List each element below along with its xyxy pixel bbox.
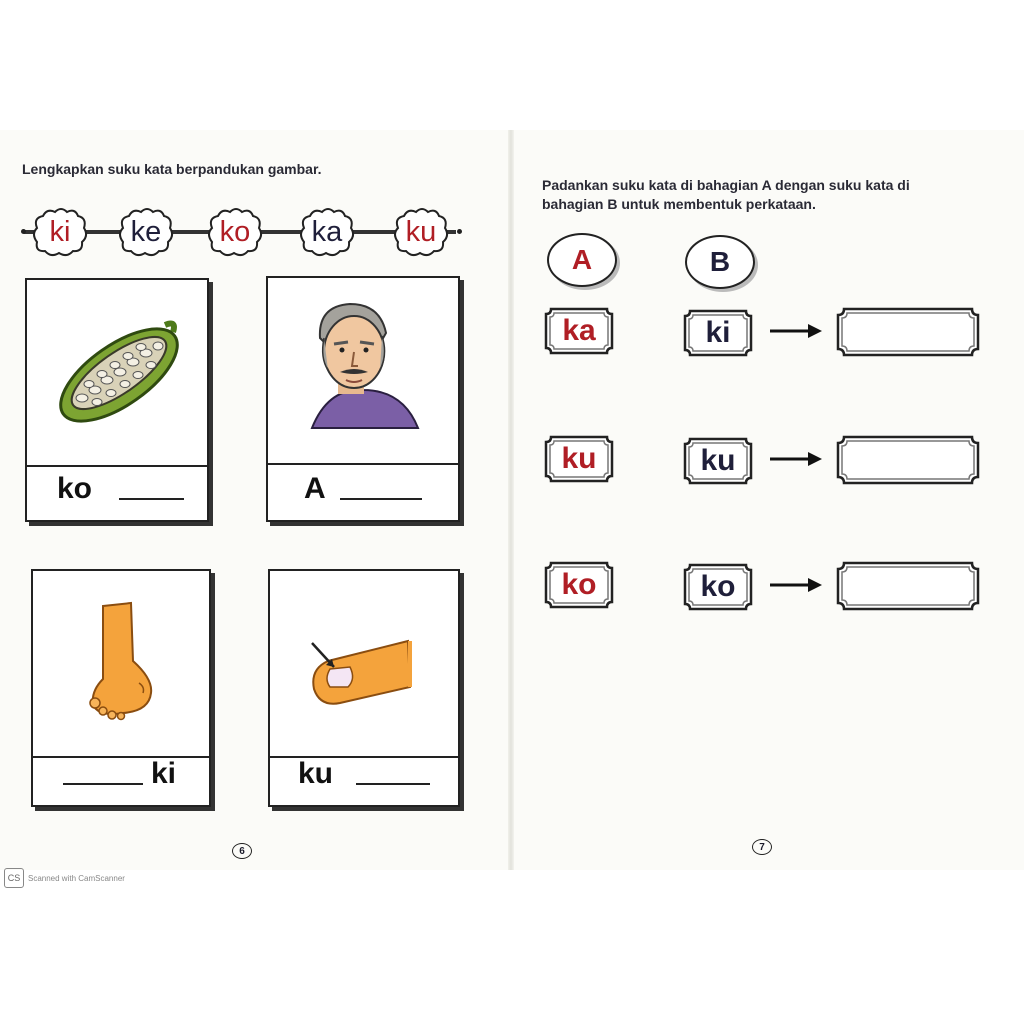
answer-blank[interactable] (63, 783, 143, 785)
foot-icon (33, 571, 209, 756)
answer-blank[interactable] (340, 498, 422, 500)
chain-syllable: ko (219, 215, 251, 248)
syllable-b-tag[interactable] (682, 308, 754, 358)
answer-blank[interactable] (119, 498, 184, 500)
answer-blank[interactable] (356, 783, 430, 785)
syllable-b: ko (700, 570, 736, 603)
syllable-b-tag[interactable] (682, 436, 754, 486)
grandfather-icon (268, 278, 458, 463)
syllable-cloud-ke (117, 206, 175, 258)
card-foot (31, 569, 211, 807)
syllable-a-tag[interactable] (543, 560, 615, 610)
header-a: A (547, 233, 617, 287)
syllable-a: ko (561, 568, 597, 601)
card-grandfather (266, 276, 460, 522)
card-picture (27, 280, 207, 467)
page-number: 6 (232, 843, 252, 859)
syllable-a-tag[interactable] (543, 306, 615, 356)
card-picture (33, 571, 209, 758)
syllable-b: ku (700, 444, 736, 477)
answer-text (835, 306, 981, 358)
card-picture (268, 278, 458, 465)
chain-end-dot (457, 229, 462, 234)
syllable-a-tag[interactable] (543, 434, 615, 484)
camscanner-logo-icon: CS (4, 868, 24, 888)
syllable-cloud-ku (392, 206, 450, 258)
chain-end-dot (21, 229, 26, 234)
answer-box[interactable] (835, 560, 981, 612)
arrow-right-icon (770, 452, 822, 466)
scanner-watermark (4, 868, 125, 888)
page-number: 7 (752, 839, 772, 855)
syllable-b-tag[interactable] (682, 562, 754, 612)
card-syllable: ku (298, 757, 334, 790)
chain-syllable: ke (130, 215, 162, 248)
watermark-text: Scanned with CamScanner (28, 873, 125, 883)
card-picture (270, 571, 458, 758)
fingernail-icon (270, 571, 458, 756)
book-spine (508, 130, 514, 870)
syllable-cloud-ki (31, 206, 89, 258)
right-instruction-line2: bahagian B untuk membentuk perkataan. (542, 196, 816, 212)
chain-syllable: ku (405, 215, 437, 248)
cocoa-pod-icon (27, 280, 207, 465)
arrow-right-icon (770, 324, 822, 338)
syllable-cloud-ka (298, 206, 356, 258)
right-instruction-line1: Padankan suku kata di bahagian A dengan suku kata di (542, 177, 910, 193)
card-syllable: ki (151, 757, 177, 790)
card-syllable: A (304, 472, 326, 505)
arrow-right-icon (770, 578, 822, 592)
answer-box[interactable] (835, 306, 981, 358)
answer-text (835, 434, 981, 486)
card-cocoa (25, 278, 209, 522)
card-syllable: ko (57, 472, 93, 505)
card-fingernail (268, 569, 460, 807)
chain-syllable: ki (49, 215, 71, 248)
syllable-b: ki (705, 316, 731, 349)
syllable-a: ka (562, 314, 596, 347)
answer-box[interactable] (835, 434, 981, 486)
chain-syllable: ka (311, 215, 343, 248)
header-b: B (685, 235, 755, 289)
syllable-cloud-ko (206, 206, 264, 258)
syllable-a: ku (561, 442, 597, 475)
answer-text (835, 560, 981, 612)
left-instruction: Lengkapkan suku kata berpandukan gambar. (22, 161, 322, 177)
